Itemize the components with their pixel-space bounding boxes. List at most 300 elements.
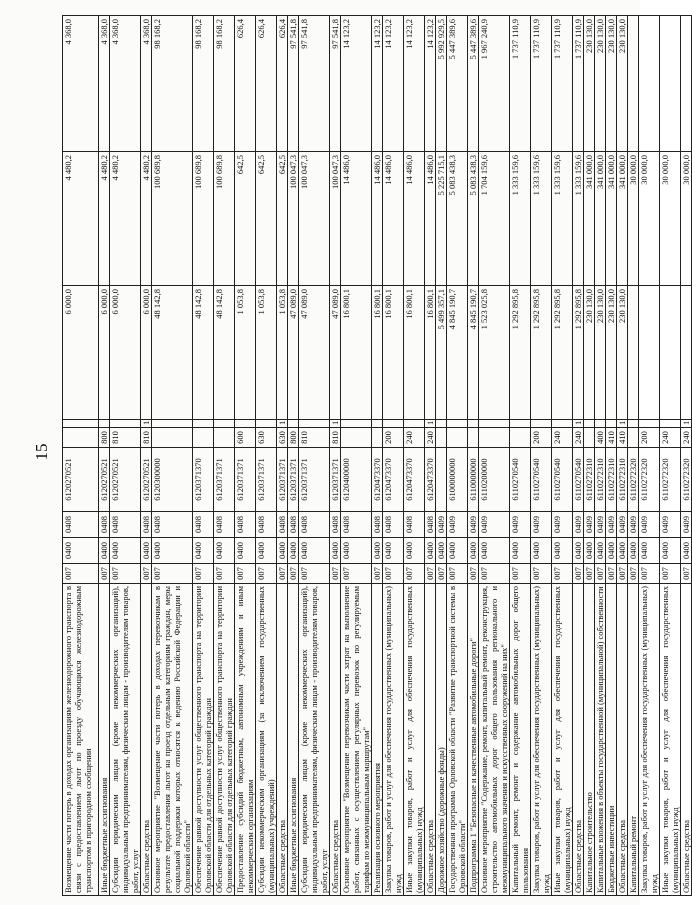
- row-amount-3: 4 368,0: [110, 16, 141, 152]
- row-section: 0400: [214, 538, 235, 564]
- row-target-article: 6110272310: [606, 448, 617, 512]
- row-section: 0400: [468, 538, 479, 564]
- table-row: [573, 16, 584, 896]
- row-amount-2: 100 689,8: [152, 152, 193, 286]
- row-name: Иные бюджетные ассигнования: [288, 584, 299, 896]
- row-expense-type: 810: [299, 428, 330, 448]
- row-amount-2: 4 480,2: [63, 152, 99, 286]
- row-target-article: 6120371371: [299, 448, 330, 512]
- row-source-code: [639, 420, 660, 428]
- row-subsection: 0409: [436, 512, 447, 538]
- row-target-article: 6120371371: [288, 448, 299, 512]
- row-target-article: 6110270540: [531, 448, 552, 512]
- table-row: [372, 16, 383, 896]
- row-grbs: 007: [617, 564, 628, 584]
- row-source-code: [510, 420, 531, 428]
- table-row: [277, 16, 288, 896]
- page-number: 15: [32, 443, 51, 461]
- row-name: Субсидии юридическим лицам (кроме некоммерческих организаций), индивидуальным предпринимателям, физическим лицам - производителям товаров, работ, услуг: [110, 584, 141, 896]
- row-amount-3: 98 168,2: [193, 16, 214, 152]
- row-amount-3: 5 447 389,6: [447, 16, 468, 152]
- row-amount-2: 4 480,2: [110, 152, 141, 286]
- row-expense-type: [341, 428, 372, 448]
- row-amount-1: 230 130,0: [617, 286, 628, 420]
- row-amount-1: 16 800,1: [341, 286, 372, 420]
- row-source-code: [63, 420, 99, 428]
- table-row: [214, 16, 235, 896]
- row-amount-1: 47 089,0: [330, 286, 341, 420]
- row-amount-3: 4 368,0: [141, 16, 152, 152]
- table-row: [639, 16, 660, 896]
- row-grbs: 007: [193, 564, 214, 584]
- row-section: 0400: [277, 538, 288, 564]
- row-grbs: 007: [404, 564, 425, 584]
- row-expense-type: [372, 428, 383, 448]
- row-target-article: 6110000000: [468, 448, 479, 512]
- row-amount-3: 1 737 110,9: [552, 16, 573, 152]
- row-subsection: 0409: [681, 512, 692, 538]
- row-subsection: 0408: [141, 512, 152, 538]
- row-source-code: 1: [141, 420, 152, 428]
- row-amount-2: 100 047,3: [288, 152, 299, 286]
- row-amount-3: 98 168,2: [152, 16, 193, 152]
- row-source-code: [288, 420, 299, 428]
- row-amount-2: 341 000,0: [584, 152, 595, 286]
- row-amount-1: 16 800,1: [383, 286, 404, 420]
- row-expense-type: [63, 428, 99, 448]
- row-grbs: 007: [639, 564, 660, 584]
- row-amount-1: [639, 286, 660, 420]
- row-grbs: 007: [152, 564, 193, 584]
- row-subsection: 0408: [372, 512, 383, 538]
- row-target-article: 6120270521: [99, 448, 110, 512]
- table-row: [447, 16, 468, 896]
- table-row: [479, 16, 510, 896]
- row-grbs: 007: [63, 564, 99, 584]
- row-amount-3: 14 123,2: [372, 16, 383, 152]
- row-source-code: 1: [573, 420, 584, 428]
- row-target-article: 6110270540: [573, 448, 584, 512]
- row-source-code: [214, 420, 235, 428]
- row-target-article: 6110272320: [681, 448, 692, 512]
- row-amount-3: 230 130,0: [606, 16, 617, 152]
- row-amount-1: 6 000,0: [141, 286, 152, 420]
- row-amount-1: 1 292 895,8: [552, 286, 573, 420]
- row-amount-3: 626,4: [277, 16, 288, 152]
- table-row: [330, 16, 341, 896]
- row-amount-2: 5 225 715,1: [436, 152, 447, 286]
- row-name: Областные средства: [330, 584, 341, 896]
- row-target-article: 6110272320: [660, 448, 681, 512]
- table-row: [681, 16, 692, 896]
- row-amount-2: 1 704 159,6: [479, 152, 510, 286]
- row-amount-1: 4 845 190,7: [447, 286, 468, 420]
- row-expense-type: 200: [639, 428, 660, 448]
- row-expense-type: 200: [383, 428, 404, 448]
- row-source-code: [552, 420, 573, 428]
- row-source-code: 1: [330, 420, 341, 428]
- row-name: Обеспечение равной доступности услуг общественного транспорта на территории Орловской области для отдельных категорий граждан: [193, 584, 214, 896]
- row-expense-type: 630: [256, 428, 277, 448]
- row-name: Иные закупки товаров, работ и услуг для обеспечения государственных (муниципальных) нужд: [404, 584, 425, 896]
- row-source-code: [660, 420, 681, 428]
- row-section: 0400: [330, 538, 341, 564]
- row-target-article: 6120473370: [404, 448, 425, 512]
- row-amount-3: 5 992 929,5: [436, 16, 447, 152]
- row-source-code: [383, 420, 404, 428]
- row-source-code: [404, 420, 425, 428]
- row-section: 0400: [99, 538, 110, 564]
- row-name: Областные средства: [277, 584, 288, 896]
- row-expense-type: 810: [330, 428, 341, 448]
- table-row: [141, 16, 152, 896]
- row-subsection: 0408: [330, 512, 341, 538]
- row-section: 0400: [510, 538, 531, 564]
- row-section: 0400: [193, 538, 214, 564]
- table-row: [436, 16, 447, 896]
- row-name: Предоставление субсидий бюджетным, автономным учреждениям и иным некоммерческим организациям: [235, 584, 256, 896]
- row-name: Капитальные вложения в объекты государственной (муниципальной) собственности: [595, 584, 606, 896]
- row-grbs: 007: [447, 564, 468, 584]
- row-name: Основное мероприятие "Содержание, ремонт, капитальный ремонт, реконструкция, строительство автомобильных дорог общего пользования регионального и межмуниципального значения и искусственных сооружений на них": [479, 584, 510, 896]
- row-grbs: 007: [141, 564, 152, 584]
- row-amount-3: 4 368,0: [63, 16, 99, 152]
- row-name: Обеспечение равной доступности услуг общественного транспорта на территории Орловской области для отдельных категорий граждан: [214, 584, 235, 896]
- row-amount-2: 341 000,0: [606, 152, 617, 286]
- row-target-article: 6120270521: [63, 448, 99, 512]
- row-amount-3: [681, 16, 692, 152]
- row-amount-2: 30 000,0: [639, 152, 660, 286]
- row-name: Основное мероприятие "Возмещение части потерь в доходах перевозчикам в результате предоставления льгот на проезд отдельным категориям граждан, меры социальной поддержки которых относятся к ведению Российской Федерации и Орловской области": [152, 584, 193, 896]
- row-source-code: 1: [617, 420, 628, 428]
- row-section: 0400: [425, 538, 436, 564]
- row-section: 0400: [660, 538, 681, 564]
- row-expense-type: [214, 428, 235, 448]
- row-target-article: 6110272320: [628, 448, 639, 512]
- row-amount-2: 341 000,0: [617, 152, 628, 286]
- row-source-code: [193, 420, 214, 428]
- row-amount-1: 6 000,0: [99, 286, 110, 420]
- row-amount-1: 16 800,1: [372, 286, 383, 420]
- row-subsection: 0408: [193, 512, 214, 538]
- row-amount-2: 14 486,0: [425, 152, 436, 286]
- row-section: 0400: [235, 538, 256, 564]
- row-name: Капитальный ремонт: [628, 584, 639, 896]
- row-name: Возмещение части потерь в доходах организациям железнодорожного транспорта в связи с предоставлением льгот по проезду обучающихся железнодорожным транспортом в пригородном сообщении: [63, 584, 99, 896]
- row-amount-1: 230 130,0: [595, 286, 606, 420]
- row-section: 0400: [606, 538, 617, 564]
- row-amount-1: 230 130,0: [584, 286, 595, 420]
- row-expense-type: 240: [660, 428, 681, 448]
- row-expense-type: 240: [573, 428, 584, 448]
- row-subsection: 0408: [99, 512, 110, 538]
- row-subsection: 0408: [299, 512, 330, 538]
- row-amount-1: 48 142,8: [193, 286, 214, 420]
- row-expense-type: 200: [531, 428, 552, 448]
- row-target-article: 6120473370: [383, 448, 404, 512]
- row-section: 0400: [681, 538, 692, 564]
- row-amount-2: 14 486,0: [404, 152, 425, 286]
- row-name: Областные средства: [141, 584, 152, 896]
- row-source-code: [606, 420, 617, 428]
- row-name: Реализация основного мероприятия: [372, 584, 383, 896]
- row-expense-type: 630: [277, 428, 288, 448]
- row-amount-1: 230 130,0: [606, 286, 617, 420]
- row-grbs: 007: [681, 564, 692, 584]
- row-amount-2: 14 486,0: [341, 152, 372, 286]
- row-subsection: 0409: [468, 512, 479, 538]
- row-amount-2: 642,5: [256, 152, 277, 286]
- row-name: Иные закупки товаров, работ и услуг для обеспечения государственных (муниципальных) нужд: [660, 584, 681, 896]
- row-amount-3: 1 737 110,9: [531, 16, 552, 152]
- row-expense-type: 810: [110, 428, 141, 448]
- row-target-article: 6120300000: [152, 448, 193, 512]
- table-row: [404, 16, 425, 896]
- row-subsection: 0408: [383, 512, 404, 538]
- row-grbs: 007: [277, 564, 288, 584]
- row-name: Закупка товаров, работ и услуг для обеспечения государственных (муниципальных) нужд: [383, 584, 404, 896]
- row-amount-1: [628, 286, 639, 420]
- budget-table: [62, 15, 692, 896]
- table-row: [256, 16, 277, 896]
- table-row: [383, 16, 404, 896]
- row-subsection: 0409: [447, 512, 468, 538]
- row-expense-type: 600: [235, 428, 256, 448]
- row-source-code: [341, 420, 372, 428]
- row-section: 0400: [479, 538, 510, 564]
- row-subsection: 0408: [152, 512, 193, 538]
- rotated-table-container: [62, 16, 691, 896]
- row-amount-2: 1 333 159,6: [573, 152, 584, 286]
- row-subsection: 0409: [531, 512, 552, 538]
- row-target-article: 6110200000: [479, 448, 510, 512]
- row-amount-1: [681, 286, 692, 420]
- table-row: [595, 16, 606, 896]
- row-subsection: 0409: [510, 512, 531, 538]
- row-name: Иные закупки товаров, работ и услуг для обеспечения государственных (муниципальных) нужд: [552, 584, 573, 896]
- row-section: 0400: [573, 538, 584, 564]
- row-target-article: 6120270521: [110, 448, 141, 512]
- row-amount-1: 6 000,0: [110, 286, 141, 420]
- row-subsection: 0409: [617, 512, 628, 538]
- row-name: Областные средства: [573, 584, 584, 896]
- row-grbs: 007: [383, 564, 404, 584]
- table-row: [552, 16, 573, 896]
- row-amount-2: 14 486,0: [383, 152, 404, 286]
- row-target-article: 6100000000: [447, 448, 468, 512]
- row-name: Субсидии юридическим лицам (кроме некоммерческих организаций), индивидуальным предпринимателям, физическим лицам - производителям товаров, работ, услуг: [299, 584, 330, 896]
- row-amount-1: 1 053,8: [256, 286, 277, 420]
- row-grbs: 007: [584, 564, 595, 584]
- row-subsection: 0409: [606, 512, 617, 538]
- row-name: Областные средства: [681, 584, 692, 896]
- row-expense-type: 240: [404, 428, 425, 448]
- row-subsection: 0408: [425, 512, 436, 538]
- row-amount-3: 4 368,0: [99, 16, 110, 152]
- row-amount-2: 1 333 159,6: [552, 152, 573, 286]
- row-amount-2: 1 333 159,6: [531, 152, 552, 286]
- table-row: [110, 16, 141, 896]
- row-amount-3: [660, 16, 681, 152]
- table-row: [617, 16, 628, 896]
- row-amount-1: 47 089,0: [299, 286, 330, 420]
- row-section: 0400: [639, 538, 660, 564]
- row-section: 0400: [110, 538, 141, 564]
- row-amount-1: 1 292 895,8: [573, 286, 584, 420]
- row-source-code: 1: [681, 420, 692, 428]
- row-amount-3: 230 130,0: [595, 16, 606, 152]
- row-amount-3: 97 541,8: [330, 16, 341, 152]
- row-expense-type: 800: [99, 428, 110, 448]
- row-target-article: 6120371371: [277, 448, 288, 512]
- row-source-code: [479, 420, 510, 428]
- row-section: 0400: [152, 538, 193, 564]
- table-row: [584, 16, 595, 896]
- row-expense-type: 810: [141, 428, 152, 448]
- row-amount-3: 1 967 240,9: [479, 16, 510, 152]
- row-grbs: 007: [235, 564, 256, 584]
- row-expense-type: [447, 428, 468, 448]
- row-amount-2: 100 047,3: [330, 152, 341, 286]
- row-expense-type: [510, 428, 531, 448]
- row-section: 0400: [531, 538, 552, 564]
- row-target-article: 6120270521: [141, 448, 152, 512]
- table-row: [193, 16, 214, 896]
- row-target-article: 6120371370: [193, 448, 214, 512]
- row-grbs: 007: [330, 564, 341, 584]
- row-grbs: 007: [372, 564, 383, 584]
- row-amount-1: 48 142,8: [152, 286, 193, 420]
- row-amount-2: 5 083 438,3: [447, 152, 468, 286]
- row-expense-type: 240: [552, 428, 573, 448]
- table-row: [660, 16, 681, 896]
- row-name: Основное мероприятие "Возмещение перевозчикам части затрат на выполнение работ, связанных с осуществлением регулярных перевозок по регулируемым тарифам по межмуниципальным маршрутам": [341, 584, 372, 896]
- row-expense-type: [468, 428, 479, 448]
- row-name: Закупка товаров, работ и услуг для обеспечения государственных (муниципальных) нужд: [531, 584, 552, 896]
- row-amount-2: 5 083 438,3: [468, 152, 479, 286]
- row-target-article: 6110270540: [552, 448, 573, 512]
- row-target-article: 6110272310: [584, 448, 595, 512]
- row-subsection: 0409: [584, 512, 595, 538]
- row-subsection: 0409: [479, 512, 510, 538]
- row-target-article: 6120473370: [372, 448, 383, 512]
- row-source-code: [235, 420, 256, 428]
- row-amount-3: 1 737 110,9: [510, 16, 531, 152]
- row-section: 0400: [447, 538, 468, 564]
- row-expense-type: 240: [681, 428, 692, 448]
- row-amount-1: 6 000,0: [63, 286, 99, 420]
- row-name: Субсидии некоммерческим организациям (за исключением государственных (муниципальных) учреждений): [256, 584, 277, 896]
- row-section: 0400: [628, 538, 639, 564]
- row-source-code: [628, 420, 639, 428]
- row-amount-3: 14 123,2: [341, 16, 372, 152]
- row-subsection: 0409: [552, 512, 573, 538]
- row-section: 0400: [341, 538, 372, 564]
- row-section: 0400: [63, 538, 99, 564]
- row-amount-3: 98 168,2: [214, 16, 235, 152]
- row-amount-1: 16 800,1: [404, 286, 425, 420]
- row-section: 0400: [372, 538, 383, 564]
- row-source-code: 1: [277, 420, 288, 428]
- row-source-code: [152, 420, 193, 428]
- row-subsection: 0408: [110, 512, 141, 538]
- row-subsection: 0409: [628, 512, 639, 538]
- row-grbs: 007: [660, 564, 681, 584]
- row-amount-3: 97 541,8: [299, 16, 330, 152]
- row-amount-3: 14 123,2: [404, 16, 425, 152]
- row-expense-type: 400: [595, 428, 606, 448]
- row-amount-1: 1 053,8: [277, 286, 288, 420]
- row-grbs: 007: [341, 564, 372, 584]
- row-target-article: 6110272310: [617, 448, 628, 512]
- row-grbs: 007: [628, 564, 639, 584]
- row-grbs: 007: [479, 564, 510, 584]
- row-grbs: 007: [468, 564, 479, 584]
- row-target-article: [436, 448, 447, 512]
- row-subsection: 0408: [341, 512, 372, 538]
- row-grbs: 007: [99, 564, 110, 584]
- row-expense-type: [152, 428, 193, 448]
- row-subsection: 0408: [63, 512, 99, 538]
- row-source-code: [595, 420, 606, 428]
- table-row: [299, 16, 330, 896]
- row-target-article: 6110270540: [510, 448, 531, 512]
- row-source-code: [372, 420, 383, 428]
- row-expense-type: [436, 428, 447, 448]
- row-name: Закупка товаров, работ и услуг для обеспечения государственных (муниципальных) нужд: [639, 584, 660, 896]
- table-row: [510, 16, 531, 896]
- row-subsection: 0408: [256, 512, 277, 538]
- row-amount-1: 1 292 895,8: [531, 286, 552, 420]
- row-amount-3: 230 130,0: [617, 16, 628, 152]
- row-grbs: 007: [110, 564, 141, 584]
- table-row: [531, 16, 552, 896]
- row-subsection: 0408: [404, 512, 425, 538]
- row-grbs: 007: [256, 564, 277, 584]
- row-amount-2: 341 000,0: [595, 152, 606, 286]
- row-expense-type: 800: [288, 428, 299, 448]
- row-subsection: 0409: [573, 512, 584, 538]
- row-amount-3: 1 737 110,9: [573, 16, 584, 152]
- row-grbs: 007: [288, 564, 299, 584]
- row-section: 0400: [256, 538, 277, 564]
- row-amount-2: 642,5: [277, 152, 288, 286]
- row-grbs: 007: [552, 564, 573, 584]
- row-grbs: 007: [573, 564, 584, 584]
- row-subsection: 0409: [595, 512, 606, 538]
- row-grbs: 007: [531, 564, 552, 584]
- row-name: Капитальное строительство: [584, 584, 595, 896]
- row-expense-type: 240: [425, 428, 436, 448]
- row-section: 0400: [288, 538, 299, 564]
- row-grbs: 007: [595, 564, 606, 584]
- row-amount-2: 14 486,0: [372, 152, 383, 286]
- row-source-code: [436, 420, 447, 428]
- budget-table-body: [63, 16, 692, 896]
- row-amount-3: 626,4: [256, 16, 277, 152]
- row-section: 0400: [617, 538, 628, 564]
- row-amount-1: 16 800,1: [425, 286, 436, 420]
- row-name: Иные бюджетные ассигнования: [99, 584, 110, 896]
- row-amount-2: 4 480,2: [99, 152, 110, 286]
- row-amount-2: 642,5: [235, 152, 256, 286]
- row-source-code: [99, 420, 110, 428]
- row-source-code: [584, 420, 595, 428]
- row-amount-1: 5 499 357,1: [436, 286, 447, 420]
- table-row: [288, 16, 299, 896]
- table-row: [341, 16, 372, 896]
- row-source-code: [468, 420, 479, 428]
